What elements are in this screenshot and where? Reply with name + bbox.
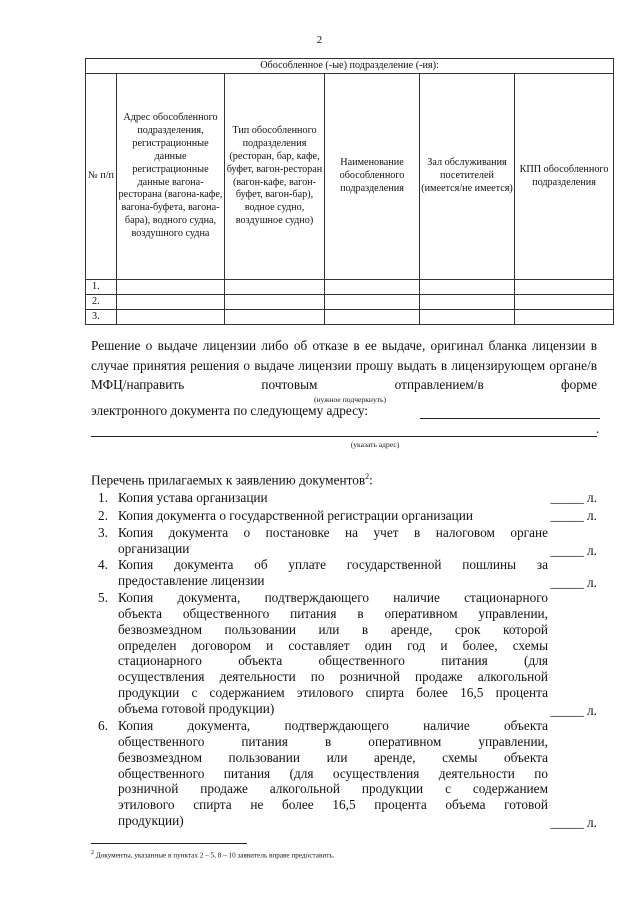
table-cell: [225, 295, 325, 310]
page-count-field[interactable]: _____ л.: [550, 490, 597, 505]
list-item-line: розничной продаже алкогольной продукции с содержанием: [118, 781, 548, 797]
list-item-text: [118, 508, 548, 524]
address-end: .: [596, 421, 600, 436]
address-input-line[interactable]: [420, 418, 600, 419]
table-cell: [325, 295, 420, 310]
list-item-number: 6.: [98, 718, 108, 733]
table-row: [86, 295, 614, 310]
header-address: Адрес обособленного подразделения, регистрационные данные регистрационные данные вагона-ресторана (вагона-кафе, вагона-буфета, вагона-бара), водного судна, воздушного судна: [117, 74, 225, 280]
header-type: Тип обособленного подразделения (ресторан, бар, кафе, буфет, вагон-ресторан (вагон-кафе, вагон-буфет, вагон-бар), водное судно, воздушное судно): [225, 74, 325, 280]
table-cell: [420, 280, 515, 295]
table-cell: [325, 310, 420, 325]
list-item-number: 2.: [98, 508, 108, 523]
header-number: № п/п: [86, 74, 117, 280]
list-item-line: безвозмездном пользовании или аренде, схемы объекта: [118, 749, 548, 765]
table-row: [86, 280, 614, 295]
footnote-mark: 2: [91, 850, 94, 856]
list-item-line: стационарного объекта общественного питания (для: [118, 653, 548, 669]
separate-units-table: [85, 58, 614, 325]
list-item-line: Копия документа о постановке на учет в налоговом органе: [118, 525, 548, 540]
decision-paragraph: Решение о выдаче лицензии либо об отказе в ее выдаче, оригинал бланка лицензии в случае принятия решения о выдаче лицензии прошу выдать в лицензирующем органе/в МФЦ/направить почтовым отправлением/в форме: [91, 338, 597, 392]
page-count-field[interactable]: _____ л.: [550, 702, 597, 718]
list-item-line: Копия документа о государственной регистрации организации: [118, 508, 473, 523]
table-cell: [515, 280, 614, 295]
table-cell: [325, 280, 420, 295]
list-item-number: 3.: [98, 525, 108, 540]
list-item-line: Копия документа, подтверждающего наличие стационарного: [118, 590, 548, 605]
list-item-line: осуществления деятельности по розничной продаже алкогольной: [118, 669, 548, 685]
header-name: Наименование обособленного подразделения: [325, 74, 420, 280]
address-line-label: электронного документа по следующему адресу:: [91, 403, 368, 418]
header-hall: Зал обслуживания посетителей (имеется/не имеется): [420, 74, 515, 280]
documents-title: [91, 472, 373, 488]
list-item-text: [118, 590, 548, 717]
page-count-field[interactable]: _____ л.: [550, 815, 597, 831]
footnote-divider: [91, 843, 247, 844]
list-item-line: организации: [118, 540, 190, 556]
table-cell: [117, 295, 225, 310]
table-cell: [225, 280, 325, 295]
table-cell: [515, 310, 614, 325]
table-cell: [515, 295, 614, 310]
table-cell: [420, 310, 515, 325]
list-item-text: [118, 525, 548, 557]
list-item-line: Копия документа об уплате государственной пошлины за: [118, 557, 548, 572]
underline-note: (нужное подчеркнуть): [313, 395, 387, 404]
page-number: 2: [316, 34, 323, 46]
table-cell: [117, 310, 225, 325]
address-note: (указать адрес): [350, 440, 400, 449]
table-caption: Обособленное (-ые) подразделение (-ия):: [86, 59, 614, 74]
list-item-number: 1.: [98, 490, 108, 505]
list-item-number: 5.: [98, 590, 108, 605]
address-input-line-2[interactable]: [91, 436, 597, 437]
table-cell: [225, 310, 325, 325]
list-item-text: [118, 718, 548, 829]
row-number: 1.: [86, 280, 117, 295]
list-item-line: предоставление лицензии: [118, 572, 265, 588]
table-header-row: [86, 74, 614, 280]
documents-title-end: :: [369, 472, 373, 488]
header-kpp: КПП обособленного подразделения: [515, 74, 614, 280]
list-item-line: общественного питания в оперативном управлении,: [118, 733, 548, 749]
list-item-line: безвозмездном пользовании или в аренде, срок которой: [118, 621, 548, 637]
list-item-line: общественного питания (для осуществления деятельности по: [118, 765, 548, 781]
list-item-line: Копия документа, подтверждающего наличие объекта: [118, 718, 548, 733]
list-item-line: определен договором и составляет один год и более, схемы: [118, 637, 548, 653]
list-item-line: объекта общественного питания в оперативном управлении,: [118, 605, 548, 621]
row-number: 2.: [86, 295, 117, 310]
row-number: 3.: [86, 310, 117, 325]
page-count-field[interactable]: _____ л.: [550, 574, 597, 590]
footnote-text: Документы, указанные в пунктах 2 – 5, 8 – 10 заявитель вправе предоставить.: [95, 851, 335, 860]
list-item-line: объема готовой продукции): [118, 700, 275, 716]
list-item-line: Копия устава организации: [118, 490, 268, 505]
list-item-line: продукции): [118, 813, 184, 829]
list-item-text: [118, 490, 548, 506]
list-item-line: продукции с содержанием этилового спирта более 16,5 процента: [118, 685, 548, 701]
table-cell: [117, 280, 225, 295]
footnote-ref: 2: [365, 472, 370, 481]
list-item-line: этилового спирта не более 16,5 процента объема готовой: [118, 797, 548, 813]
page-count-field[interactable]: _____ л.: [550, 542, 597, 558]
table-cell: [420, 295, 515, 310]
page-count-field[interactable]: _____ л.: [550, 508, 597, 523]
list-item-number: 4.: [98, 557, 108, 572]
documents-title-text: Перечень прилагаемых к заявлению документов: [91, 472, 366, 488]
footnote: [91, 850, 334, 859]
table-row: [86, 310, 614, 325]
list-item-text: [118, 557, 548, 589]
